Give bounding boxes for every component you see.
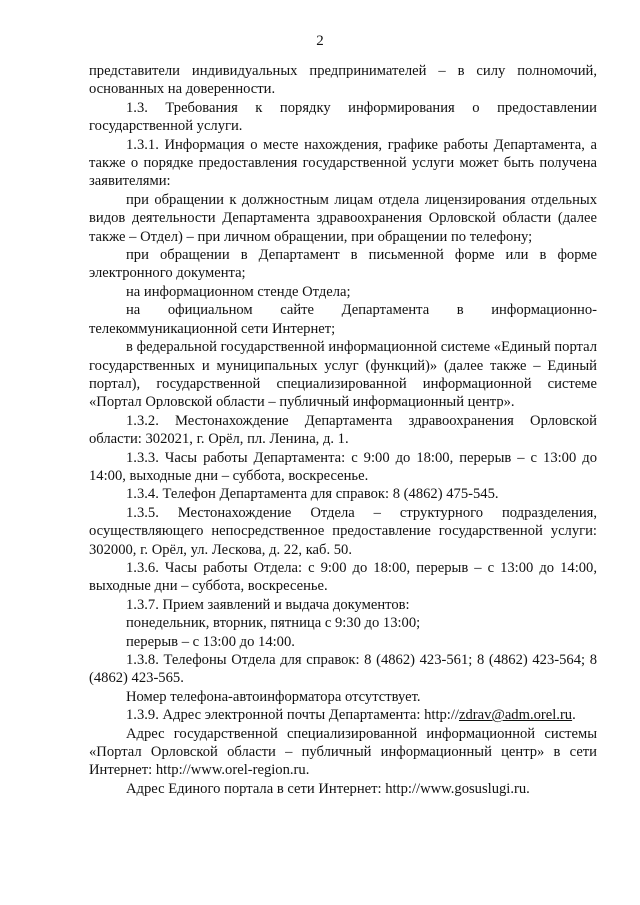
section-heading-1-3: 1.3. Требования к порядку информирования о предоставлении государственной услуги.: [89, 99, 597, 135]
paragraph-gosuslugi: Адрес Единого портала в сети Интернет: http://www.gosuslugi.ru.: [126, 780, 530, 797]
paragraph-unified-portal: в федеральной государственной информационной системе «Единый портал государственных и муниципальных услуг (функций)» (далее также – Единый портал), государственной специализированной информационной системе «Портал Орловской области – публичный информационный центр».: [89, 339, 597, 411]
paragraph-contact-officials: при обращении к должностным лицам отдела лицензирования отдельных видов деятельности Департамента здравоохранения Орловской области (далее также – Отдел) – при личном обращении, при обращении по телефону;: [89, 191, 597, 245]
document-body: [89, 62, 597, 798]
paragraph-1-3-7: 1.3.7. Прием заявлений и выдача документов:: [126, 596, 410, 613]
paragraph-info-stand: на информационном стенде Отдела;: [126, 283, 351, 300]
paragraph-1-3-8: 1.3.8. Телефоны Отдела для справок: 8 (4862) 423-561; 8 (4862) 423-564; 8 (4862) 423-565.: [89, 652, 597, 687]
paragraph-1-3-9: [89, 706, 597, 724]
paragraph-reception-days: понедельник, вторник, пятница с 9:30 до 13:00;: [126, 615, 421, 632]
paragraph-written-request: при обращении в Департамент в письменной форме или в форме электронного документа;: [89, 247, 597, 282]
paragraph-1-3-1: 1.3.1. Информация о месте нахождения, графике работы Департамента, а также о порядке предоставления государственной услуги может быть получена заявителями:: [89, 136, 597, 190]
paragraph-1-3-6: 1.3.6. Часы работы Отдела: с 9:00 до 18:00, перерыв – с 13:00 до 14:00, выходные дни – суббота, воскресенье.: [89, 559, 597, 595]
page-number: 2: [316, 33, 324, 49]
email-suffix: .: [572, 707, 576, 724]
paragraph-1-3-4: 1.3.4. Телефон Департамента для справок: 8 (4862) 475-545.: [126, 486, 499, 503]
paragraph-official-site: на официальном сайте Департамента в информационно-телекоммуникационной сети Интернет;: [89, 302, 597, 337]
paragraph-reception-break: перерыв – с 13:00 до 14:00.: [126, 633, 295, 650]
paragraph-autoinformer: Номер телефона-автоинформатора отсутствует.: [126, 688, 421, 705]
paragraph-1-3-3: 1.3.3. Часы работы Департамента: с 9:00 до 18:00, перерыв – с 13:00 до 14:00, выходные дни – суббота, воскресенье.: [89, 449, 597, 484]
email-scheme: http://: [424, 707, 459, 724]
paragraph-1-3-5: 1.3.5. Местонахождение Отдела – структурного подразделения, осуществляющего непосредственное предоставление государственной услуги: 302000, г. Орёл, ул. Лескова, д. 22, каб. 50.: [89, 504, 597, 558]
paragraph-representatives: представители индивидуальных предпринимателей – в силу полномочий, основанных на доверенности.: [89, 63, 597, 98]
paragraph-1-3-2: 1.3.2. Местонахождение Департамента здравоохранения Орловской области: 302021, г. Орёл, пл. Ленина, д. 1.: [89, 412, 597, 448]
email-link[interactable]: zdrav@adm.orel.ru: [458, 707, 573, 724]
email-label: 1.3.9. Адрес электронной почты Департамента:: [126, 707, 421, 724]
paragraph-regional-portal: Адрес государственной специализированной информационной системы «Портал Орловской области – публичный информационный центр» в сети Интернет: http://www.orel-region.ru.: [89, 725, 597, 779]
